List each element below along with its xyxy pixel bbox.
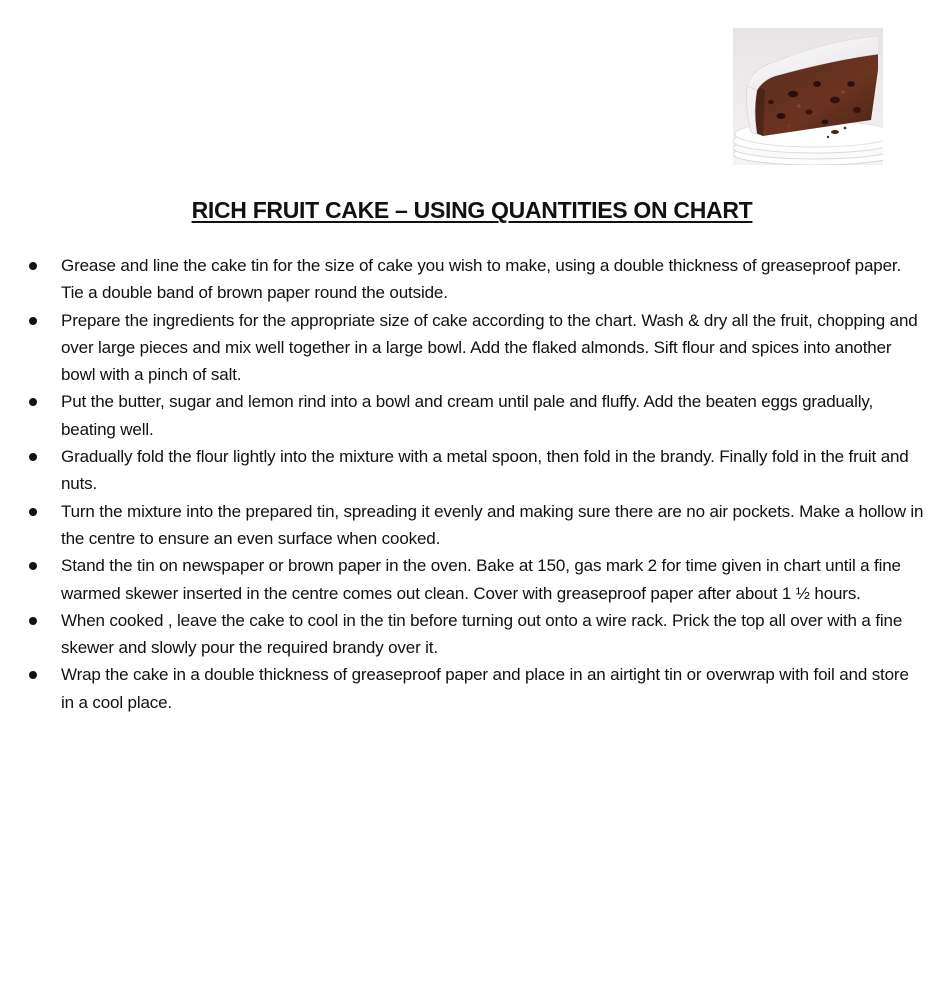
list-item bbox=[0, 388, 944, 443]
list-item bbox=[0, 552, 944, 607]
list-item bbox=[0, 443, 944, 498]
list-item bbox=[0, 498, 944, 553]
method-steps-list bbox=[0, 252, 944, 716]
step-text: Turn the mixture into the prepared tin, spreading it evenly and making sure there are no air pockets. Make a hollow in the centre to ensure an even surface when cooked. bbox=[61, 501, 924, 548]
bullet-icon bbox=[29, 262, 37, 270]
step-text: Put the butter, sugar and lemon rind into a bowl and cream until pale and fluffy. Add the beaten eggs gradually, beating well. bbox=[61, 392, 874, 439]
bullet-icon bbox=[29, 453, 37, 461]
list-item bbox=[0, 307, 944, 389]
fruit-cake-slice-icon bbox=[733, 28, 883, 165]
list-item bbox=[0, 607, 944, 662]
step-text: Grease and line the cake tin for the size of cake you wish to make, using a double thickness of greaseproof paper. Tie a double band of brown paper round the outside. bbox=[61, 256, 902, 303]
page-title: RICH FRUIT CAKE – USING QUANTITIES ON CHART bbox=[191, 197, 753, 223]
bullet-icon bbox=[29, 562, 37, 570]
list-item bbox=[0, 661, 944, 716]
step-text: Stand the tin on newspaper or brown paper in the oven. Bake at 150, gas mark 2 for time given in chart until a fine warmed skewer inserted in the centre comes out clean. Cover with greaseproof paper after about 1 ½ hours. bbox=[61, 556, 901, 603]
bullet-icon bbox=[29, 398, 37, 406]
list-item bbox=[0, 252, 944, 307]
bullet-icon bbox=[29, 317, 37, 325]
bullet-icon bbox=[29, 508, 37, 516]
step-text: Gradually fold the flour lightly into the mixture with a metal spoon, then fold in the brandy. Finally fold in the fruit and nuts. bbox=[61, 447, 909, 494]
bullet-icon bbox=[29, 617, 37, 625]
step-text: Wrap the cake in a double thickness of greaseproof paper and place in an airtight tin or overwrap with foil and store in a cool place. bbox=[61, 665, 909, 712]
step-text: Prepare the ingredients for the appropriate size of cake according to the chart. Wash & dry all the fruit, chopping and over large pieces and mix well together in a large bowl. Add the flaked almonds. Sift flour and spices into another bowl with a pinch of salt. bbox=[61, 310, 918, 385]
bullet-icon bbox=[29, 671, 37, 679]
step-text: When cooked , leave the cake to cool in the tin before turning out onto a wire rack. Prick the top all over with a fine skewer and slowly pour the required brandy over it. bbox=[61, 610, 903, 658]
